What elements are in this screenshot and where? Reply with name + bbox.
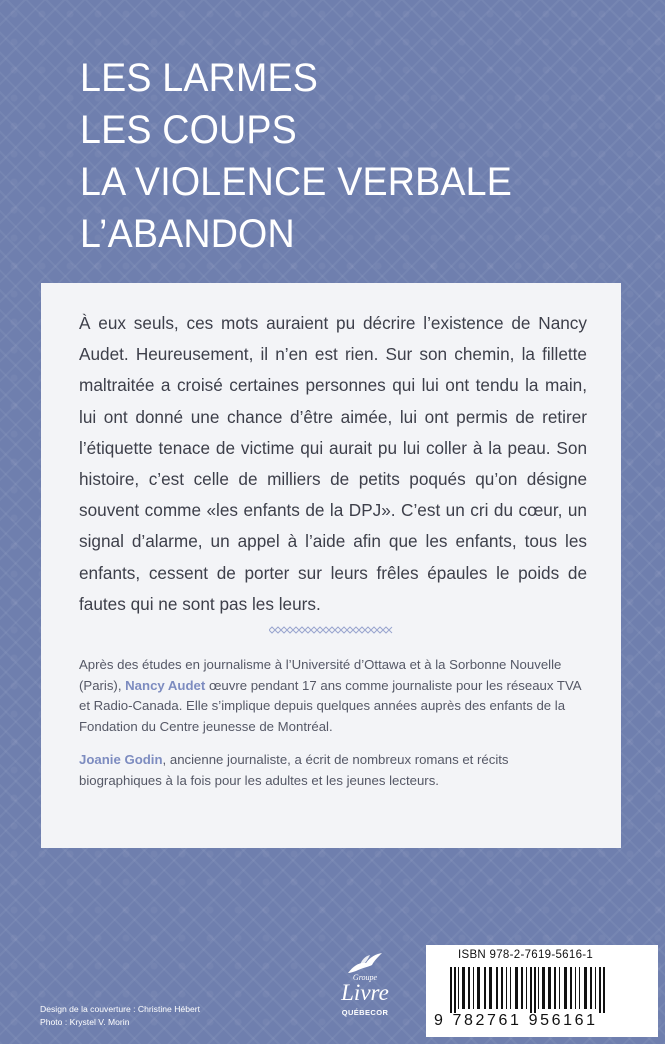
design-credit: Design de la couverture : Christine Hébert xyxy=(40,1004,201,1014)
text-panel xyxy=(41,283,621,848)
bio-joanie-godin: Joanie Godin, ancienne journaliste, a écrit de nombreux romans et récits biographiques à la fois pour les adultes et les jeunes lecteurs. xyxy=(79,752,509,788)
headline-line-4: L’ABANDON xyxy=(80,212,295,256)
barcode-digits: 9 782761 956161 xyxy=(434,1012,598,1029)
author-bios xyxy=(79,655,589,804)
isbn-number: ISBN 978-2-7619-5616-1 xyxy=(458,949,594,961)
divider-ornament xyxy=(269,626,393,634)
cover-credits xyxy=(40,1003,200,1029)
bio-nancy-audet: Après des études en journalisme à l’Université d’Ottawa et à la Sorbonne Nouvelle (Paris), Nancy Audet œuvre pendant 17 ans comme journaliste pour les réseaux TVA et Radio-Canada. Elle s’implique depuis quelques années auprès des enfants de la Fondation du Centre jeunesse de Montréal. xyxy=(79,657,581,734)
publisher-logo: Groupe Livre QUÉBECOR xyxy=(330,953,400,1025)
headline xyxy=(80,52,588,260)
photo-credit: Photo : Krystel V. Morin xyxy=(40,1017,130,1027)
author-name-joanie: Joanie Godin xyxy=(79,752,163,767)
author-name-nancy: Nancy Audet xyxy=(125,677,206,693)
barcode-bars xyxy=(448,967,644,1013)
bird-icon xyxy=(346,953,384,975)
headline-line-3: LA VIOLENCE VERBALE xyxy=(80,160,512,204)
headline-line-1: LES LARMES xyxy=(80,56,319,100)
isbn-barcode xyxy=(426,945,658,1037)
blurb-text: À eux seuls, ces mots auraient pu décrire l’existence de Nancy Audet. Heureusement, il n’en est rien. Sur son chemin, la fillette maltraitée a croisé certaines personnes qui lui ont tendu la main, lui ont donné une chance d’être aimée, lui ont permis de retirer l’étiquette tenace de victime qui aurait pu lui coller à la peau. Son histoire, c’est celle de milliers de petits poqués qu’on désigne souvent comme «les enfants de la DPJ». C’est un cri du cœur, un signal d’alarme, un appel à l’aide afin que les enfants, tous les enfants, cessent de porter sur leurs frêles épaules le poids de fautes qui ne sont pas les leurs. xyxy=(79,313,587,614)
headline-line-2: LES COUPS xyxy=(80,108,297,152)
